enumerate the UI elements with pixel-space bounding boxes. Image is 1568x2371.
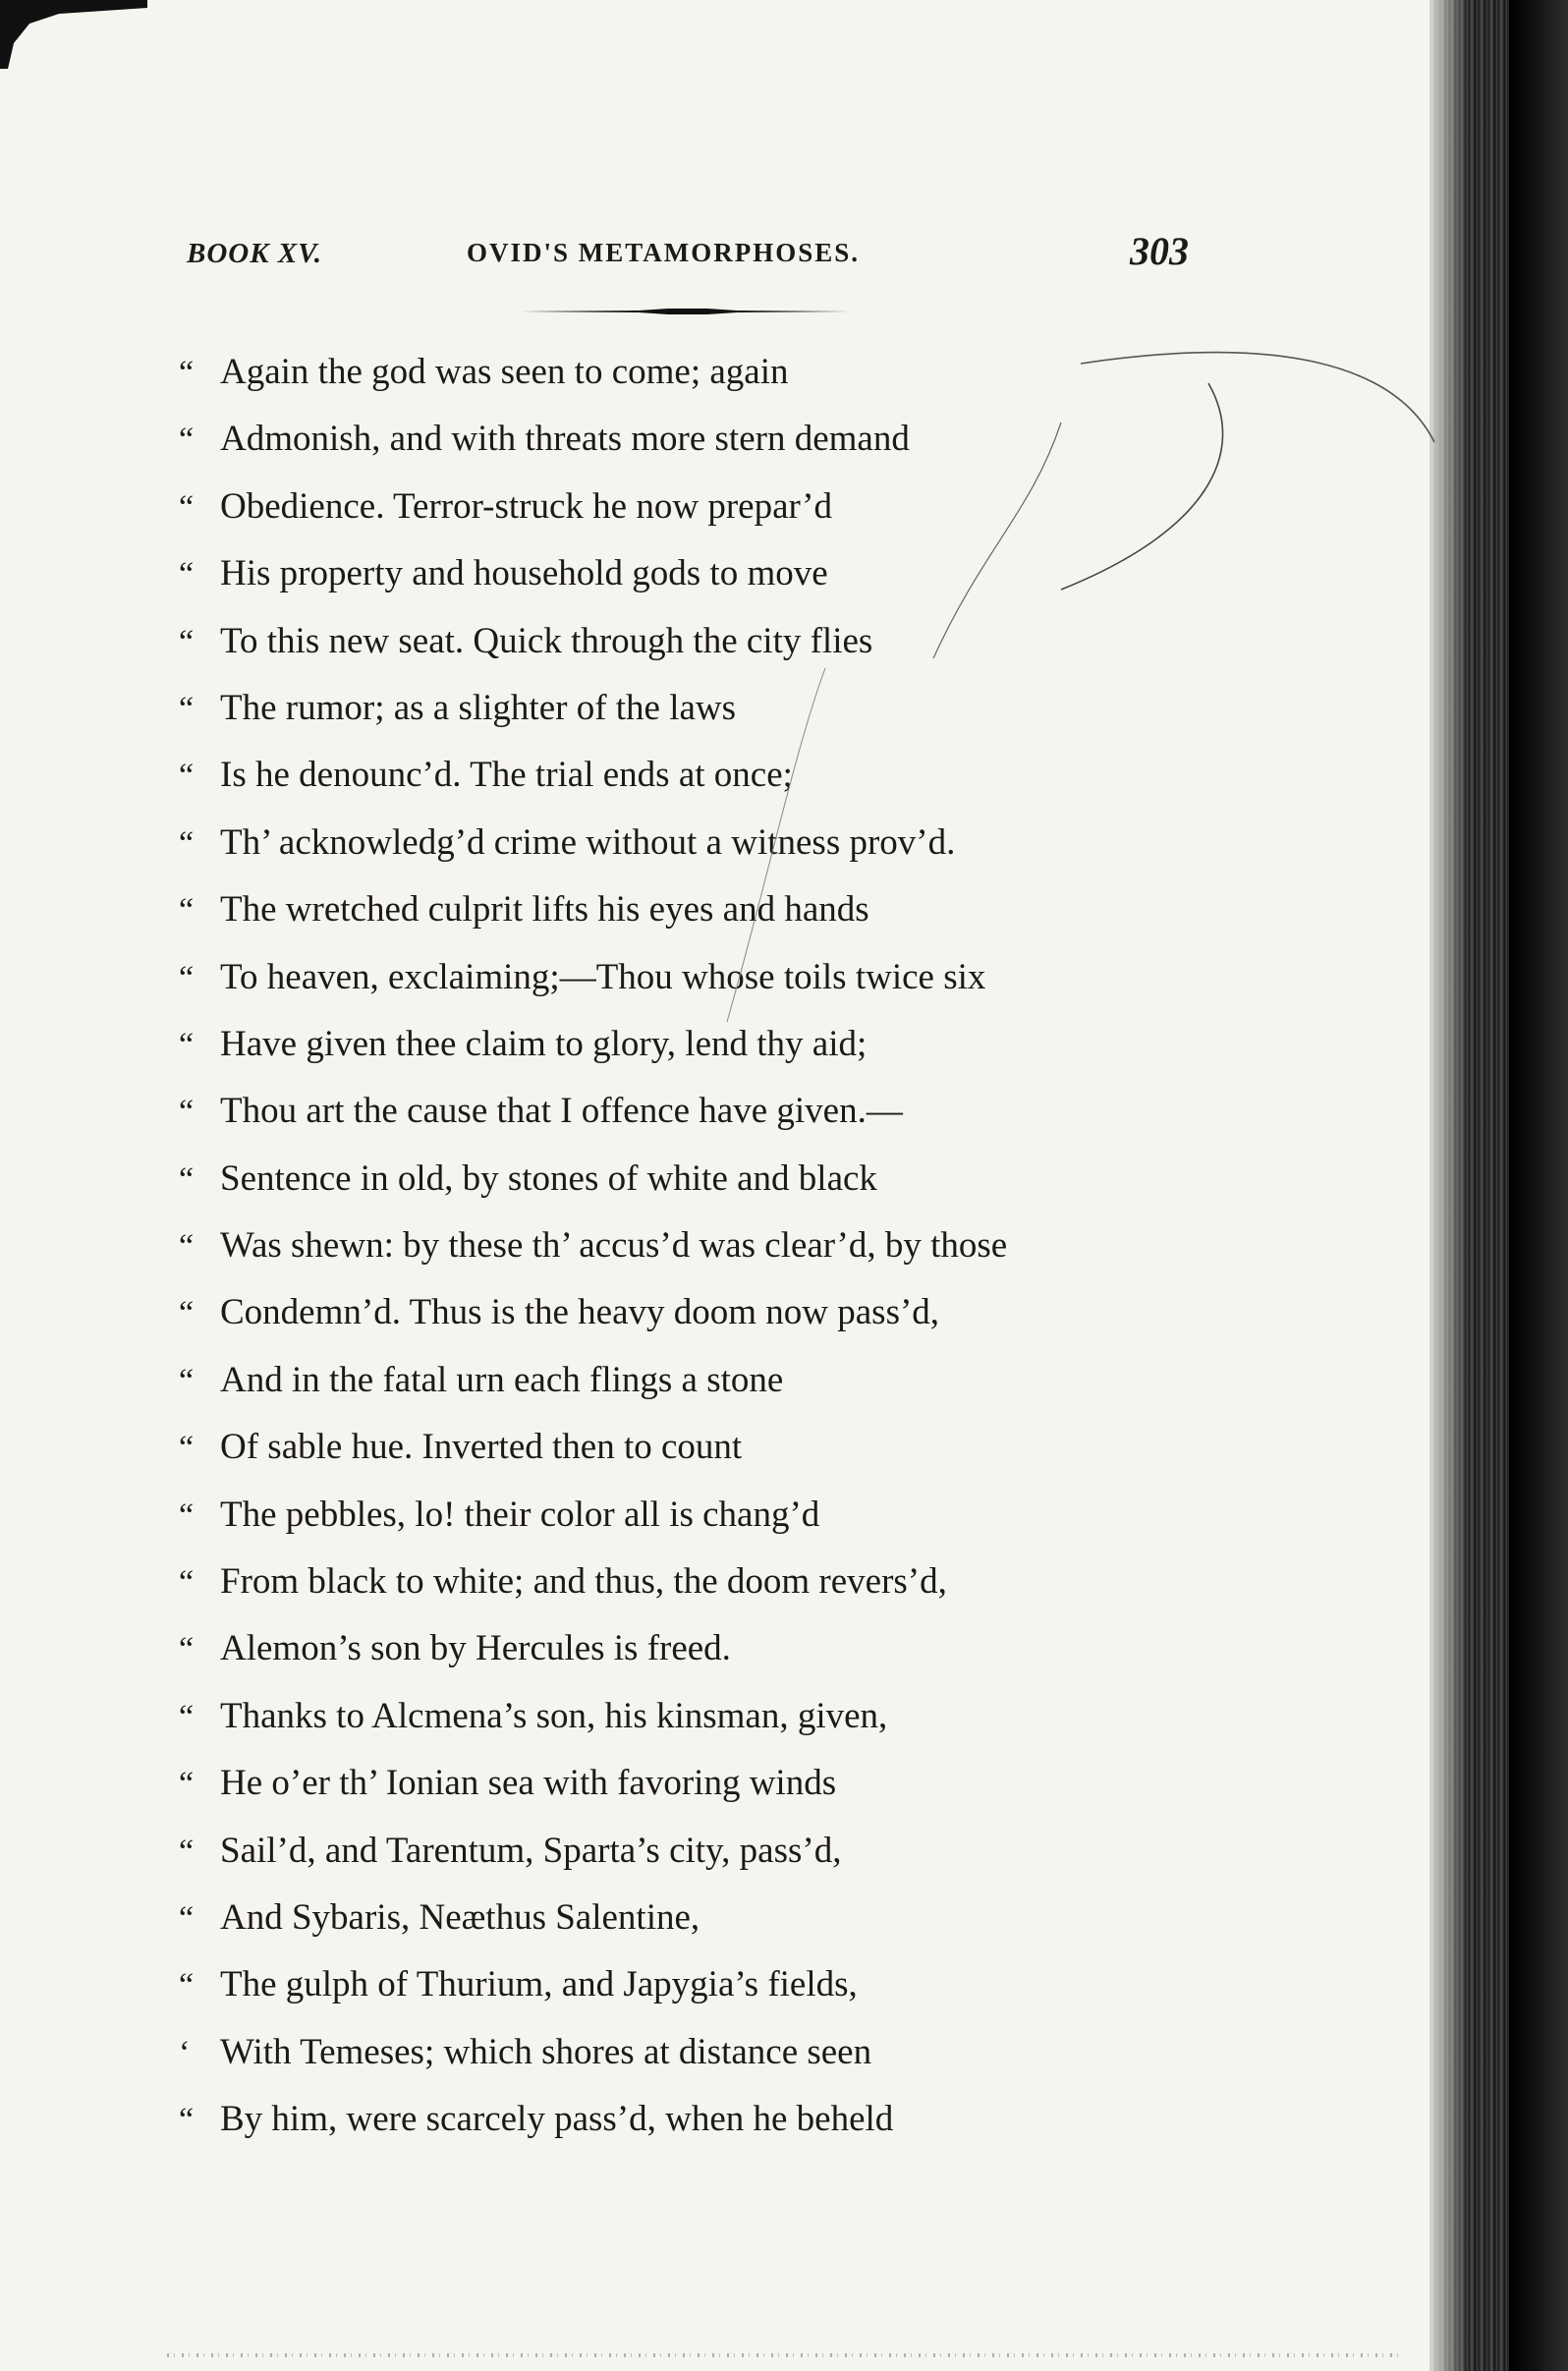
opening-quote-mark: “ <box>179 1564 195 1602</box>
verse-line-text: Obedience. Terror-struck he now prepar’d <box>220 485 833 527</box>
verse-line-text: The gulph of Thurium, and Japygia’s fields, <box>220 1964 858 2005</box>
opening-quote-mark: “ <box>179 892 195 930</box>
verse-line <box>179 810 1260 876</box>
verse-line <box>179 608 1260 675</box>
scan-noise-strip <box>167 2353 1405 2357</box>
opening-quote-mark: “ <box>179 758 195 795</box>
verse-line-text: The pebbles, lo! their color all is chang’d <box>220 1494 820 1535</box>
opening-quote-mark: “ <box>179 1094 195 1131</box>
verse-line-text: From black to white; and thus, the doom revers’d, <box>220 1561 947 1603</box>
verse-line-text: Th’ acknowledg’d crime without a witness prov’d. <box>220 821 956 863</box>
verse-line <box>179 944 1260 1011</box>
verse-line <box>179 2086 1260 2153</box>
verse-line-text: Thou art the cause that I offence have given.— <box>220 1091 903 1132</box>
opening-quote-mark: “ <box>179 2102 195 2139</box>
binding-corner-mark <box>0 0 147 69</box>
verse-line <box>179 1011 1260 1078</box>
verse-line-text: And in the fatal urn each flings a stone <box>220 1359 784 1400</box>
verse-line-text: Thanks to Alcmena’s son, his kinsman, given, <box>220 1695 888 1736</box>
verse-line <box>179 406 1260 473</box>
verse-line <box>179 540 1260 607</box>
verse-line <box>179 1549 1260 1615</box>
opening-quote-mark: “ <box>179 1026 195 1063</box>
opening-quote-mark: “ <box>179 690 195 727</box>
verse-line-text: Again the god was seen to come; again <box>220 352 789 392</box>
opening-quote-mark: “ <box>179 1160 195 1198</box>
running-head-book: BOOK XV. <box>187 238 323 269</box>
ornamental-rule <box>521 307 850 316</box>
verse-line <box>179 1818 1260 1885</box>
verse-line-text: His property and household gods to move <box>220 553 828 594</box>
verse-line <box>179 1146 1260 1213</box>
verse-line-text: And Sybaris, Neæthus Salentine, <box>220 1896 700 1938</box>
verse-line-text: Have given thee claim to glory, lend thy aid; <box>220 1023 868 1064</box>
opening-quote-mark: “ <box>179 959 195 996</box>
running-head <box>187 228 1189 287</box>
binding-edge <box>1429 0 1568 2371</box>
verse-line <box>179 1750 1260 1817</box>
opening-quote-mark: “ <box>179 623 195 660</box>
verse-line-text: Is he denounc’d. The trial ends at once; <box>220 755 793 796</box>
verse-line <box>179 1885 1260 1951</box>
opening-quote-mark: “ <box>179 556 195 593</box>
opening-quote-mark: “ <box>179 824 195 862</box>
verse-line-text: Sail’d, and Tarentum, Sparta’s city, pass’d, <box>220 1830 842 1871</box>
verse-line <box>179 1683 1260 1750</box>
opening-quote-mark: “ <box>179 1228 195 1266</box>
opening-quote-mark: “ <box>179 1362 195 1399</box>
verse-line <box>179 1078 1260 1145</box>
verse-line <box>179 1615 1260 1682</box>
opening-quote-mark: “ <box>179 488 195 526</box>
verse-line-text: The wretched culprit lifts his eyes and hands <box>220 889 869 931</box>
verse-line <box>179 474 1260 540</box>
opening-quote-mark: “ <box>179 1295 195 1332</box>
verse-line-text: Condemn’d. Thus is the heavy doom now pass’d, <box>220 1292 940 1333</box>
verse-line <box>179 339 1260 406</box>
opening-quote-mark: “ <box>179 1430 195 1467</box>
verse-line-text: Admonish, and with threats more stern demand <box>220 419 910 460</box>
opening-quote-mark: ‘ <box>179 2034 191 2071</box>
verse-line-text: With Temeses; which shores at distance seen <box>220 2031 872 2072</box>
opening-quote-mark: “ <box>179 1967 195 2004</box>
opening-quote-mark: “ <box>179 1698 195 1735</box>
opening-quote-mark: “ <box>179 355 195 391</box>
verse-line-text: Was shewn: by these th’ accus’d was clear’d, by those <box>220 1225 1008 1267</box>
verse-line <box>179 876 1260 943</box>
verse-line <box>179 742 1260 809</box>
verse-line <box>179 1347 1260 1414</box>
page-number: 303 <box>1130 229 1189 273</box>
verse-line-text: Of sable hue. Inverted then to count <box>220 1427 743 1468</box>
verse-line <box>179 1213 1260 1279</box>
verse-block <box>179 339 1260 2154</box>
verse-line <box>179 2019 1260 2086</box>
verse-line <box>179 1279 1260 1346</box>
opening-quote-mark: “ <box>179 1899 195 1937</box>
verse-line-text: By him, were scarcely pass’d, when he beheld <box>220 2099 894 2140</box>
verse-line-text: Sentence in old, by stones of white and black <box>220 1157 877 1199</box>
verse-line <box>179 1482 1260 1549</box>
opening-quote-mark: “ <box>179 1833 195 1870</box>
verse-line <box>179 675 1260 742</box>
opening-quote-mark: “ <box>179 1631 195 1668</box>
verse-line-text: To heaven, exclaiming;—Thou whose toils twice six <box>220 956 986 997</box>
verse-line <box>179 1414 1260 1481</box>
opening-quote-mark: “ <box>179 422 195 459</box>
verse-line-text: Alemon’s son by Hercules is freed. <box>220 1628 731 1669</box>
opening-quote-mark: “ <box>179 1766 195 1803</box>
verse-line <box>179 1951 1260 2018</box>
verse-line-text: The rumor; as a slighter of the laws <box>220 687 737 728</box>
verse-line-text: He o’er th’ Ionian sea with favoring winds <box>220 1763 837 1804</box>
opening-quote-mark: “ <box>179 1496 195 1534</box>
running-head-title: OVID'S METAMORPHOSES. <box>467 238 861 267</box>
verse-line-text: To this new seat. Quick through the city flies <box>220 620 873 661</box>
